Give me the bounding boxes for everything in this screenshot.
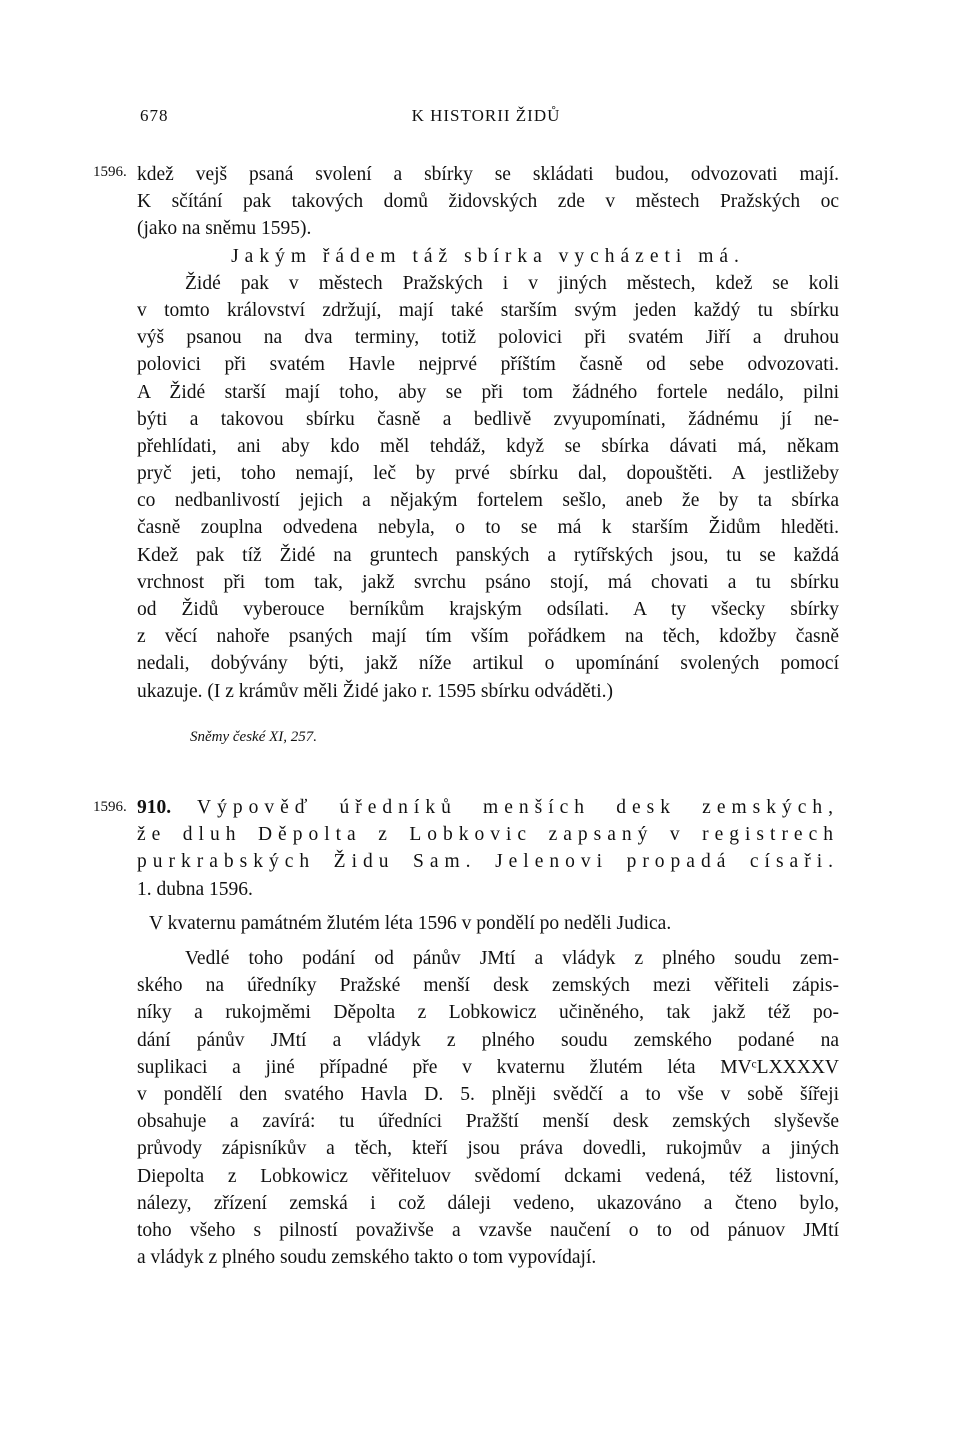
text-block-1	[137, 161, 839, 705]
text-line: od Židů vyberouce berníkům krajským odsílati. A ty všecky sbírky	[137, 599, 839, 620]
text-line: nedali, dobývány býti, jakž níže artikul o upomínání svolených pomocí	[137, 653, 839, 675]
margin-year: 1596.	[93, 164, 127, 180]
text-line: kdež vejš psaná svolení a sbírky se skládati budou, odvozovati mají.	[137, 164, 839, 185]
text-line: obsahuje a zavírá: tu úředníci Pražští menší desk zemských slyševše	[137, 1111, 839, 1133]
text-line: vrchnost při tom tak, jakž svrchu psáno stojí, má chovati a tu sbírku	[137, 571, 839, 593]
text-line: níky a rukojměmi Děpolta z Lobkowicz učiněného, tak jakž též po-	[137, 1002, 839, 1024]
citation: Sněmy české XI, 257.	[190, 729, 318, 745]
text-line: suplikaci a jiné případné pře v kvaternu žlutém léta MVᶜLXXXXV	[137, 1056, 839, 1078]
text-line: býti a takovou sbírku časně a bedlivě zvyupomínati, žádnému jí ne-	[137, 408, 839, 430]
page-header	[140, 106, 832, 136]
text-line: pryč jeti, toho nemají, leč by prvé sbírku dal, dopouštěti. A jestližeby	[137, 463, 839, 485]
page-number: 678	[140, 106, 169, 125]
text-line: průvody zápisníkův a těch, kteří jsou práva dovedli, rukojmův a jiných	[137, 1138, 839, 1160]
text-line: Diepolta z Lobkowicz věřiteluov svědomí dckami vedená, též listovní,	[137, 1165, 839, 1187]
text-line: (jako na sněmu 1595).	[137, 218, 312, 240]
margin-year: 1596.	[93, 799, 127, 815]
text-line: ského na úředníky Pražské menší desk zemských mezi věřiteli zápis-	[137, 975, 839, 997]
text-line: Židé pak v městech Pražských i v jiných městech, kdež se koli	[185, 272, 839, 294]
source-line: V kvaternu památném žlutém léta 1596 v pondělí po neděli Judica.	[149, 913, 672, 934]
text-line: polovici při svatém Havle nejprvé příštím časně od sebe odvozovati.	[137, 354, 839, 376]
text-line: z věcí nahoře psaných mají tím vším pořádkem na těch, kdožby časně	[137, 626, 839, 648]
text-line: A Židé starší mají toho, aby se při tom žádného fortele nedálo, pilni	[137, 381, 839, 403]
text-block-3	[137, 945, 839, 1271]
text-line: v pondělí den svatého Havla D. 5. plněji svědčí a to vše v sobě šířeji	[137, 1083, 839, 1105]
text-line: v tomto království zdržují, mají také starším svým jeden každý tu sbírku	[137, 299, 839, 321]
text-line: přehlídati, ani aby kdo měl tehdáž, když se sbírka dávati má, někam	[137, 435, 839, 457]
text-line: a vládyk z plného soudu zemského takto o tom vypovídají.	[137, 1247, 597, 1269]
document-heading	[137, 794, 839, 903]
text-line: časně zouplna odvedena nebyla, o to se má k starším Židům hleděti.	[137, 517, 839, 539]
text-line: dání pánův JMtí a vládyk z plného soudu zemského podané na	[137, 1029, 839, 1051]
text-line: nálezy, zřízení zemská i což dáleji vedeno, ukazováno a čteno bylo,	[137, 1192, 839, 1214]
running-title: K HISTORII ŽIDŮ	[411, 106, 561, 125]
document-title-line	[137, 794, 839, 821]
document-title-line: purkrabských Židu Sam. Jelenovi propadá císaři.	[137, 851, 839, 873]
text-line: ukazuje. (I z krámův měli Židé jako r. 1595 sbírku odváděti.)	[137, 680, 613, 702]
text-line: K sčítání pak takových domů židovských zde v městech Pražských oc	[137, 191, 839, 213]
document-title-text: Výpověď úředníků menších desk zemských,	[196, 797, 840, 818]
document-number: 910.	[137, 797, 172, 818]
text-line: výš psanou na dva terminy, totiž polovici při svatém Jiří a druhou	[137, 327, 839, 349]
source-note	[137, 910, 839, 937]
text-line: toho všeho s pilností považivše a vzavše naučení o to od pánuov JMtí	[137, 1219, 839, 1241]
subheading: Jakým řádem táž sbírka vycházeti má.	[231, 245, 745, 267]
document-title-line: že dluh Děpolta z Lobkovic zapsaný v registrech	[137, 824, 839, 846]
text-line: co nedbanlivostí jejich a nějakým fortelem sešlo, aneb že by ta sbírka	[137, 490, 839, 512]
text-line: Kdež pak tíž Židé na gruntech panských a rytířských jsou, tu se každá	[137, 544, 839, 566]
document-date: 1. dubna 1596.	[137, 878, 253, 900]
text-line: Vedlé toho podání od pánův JMtí a vládyk z plného soudu zem-	[185, 948, 839, 969]
